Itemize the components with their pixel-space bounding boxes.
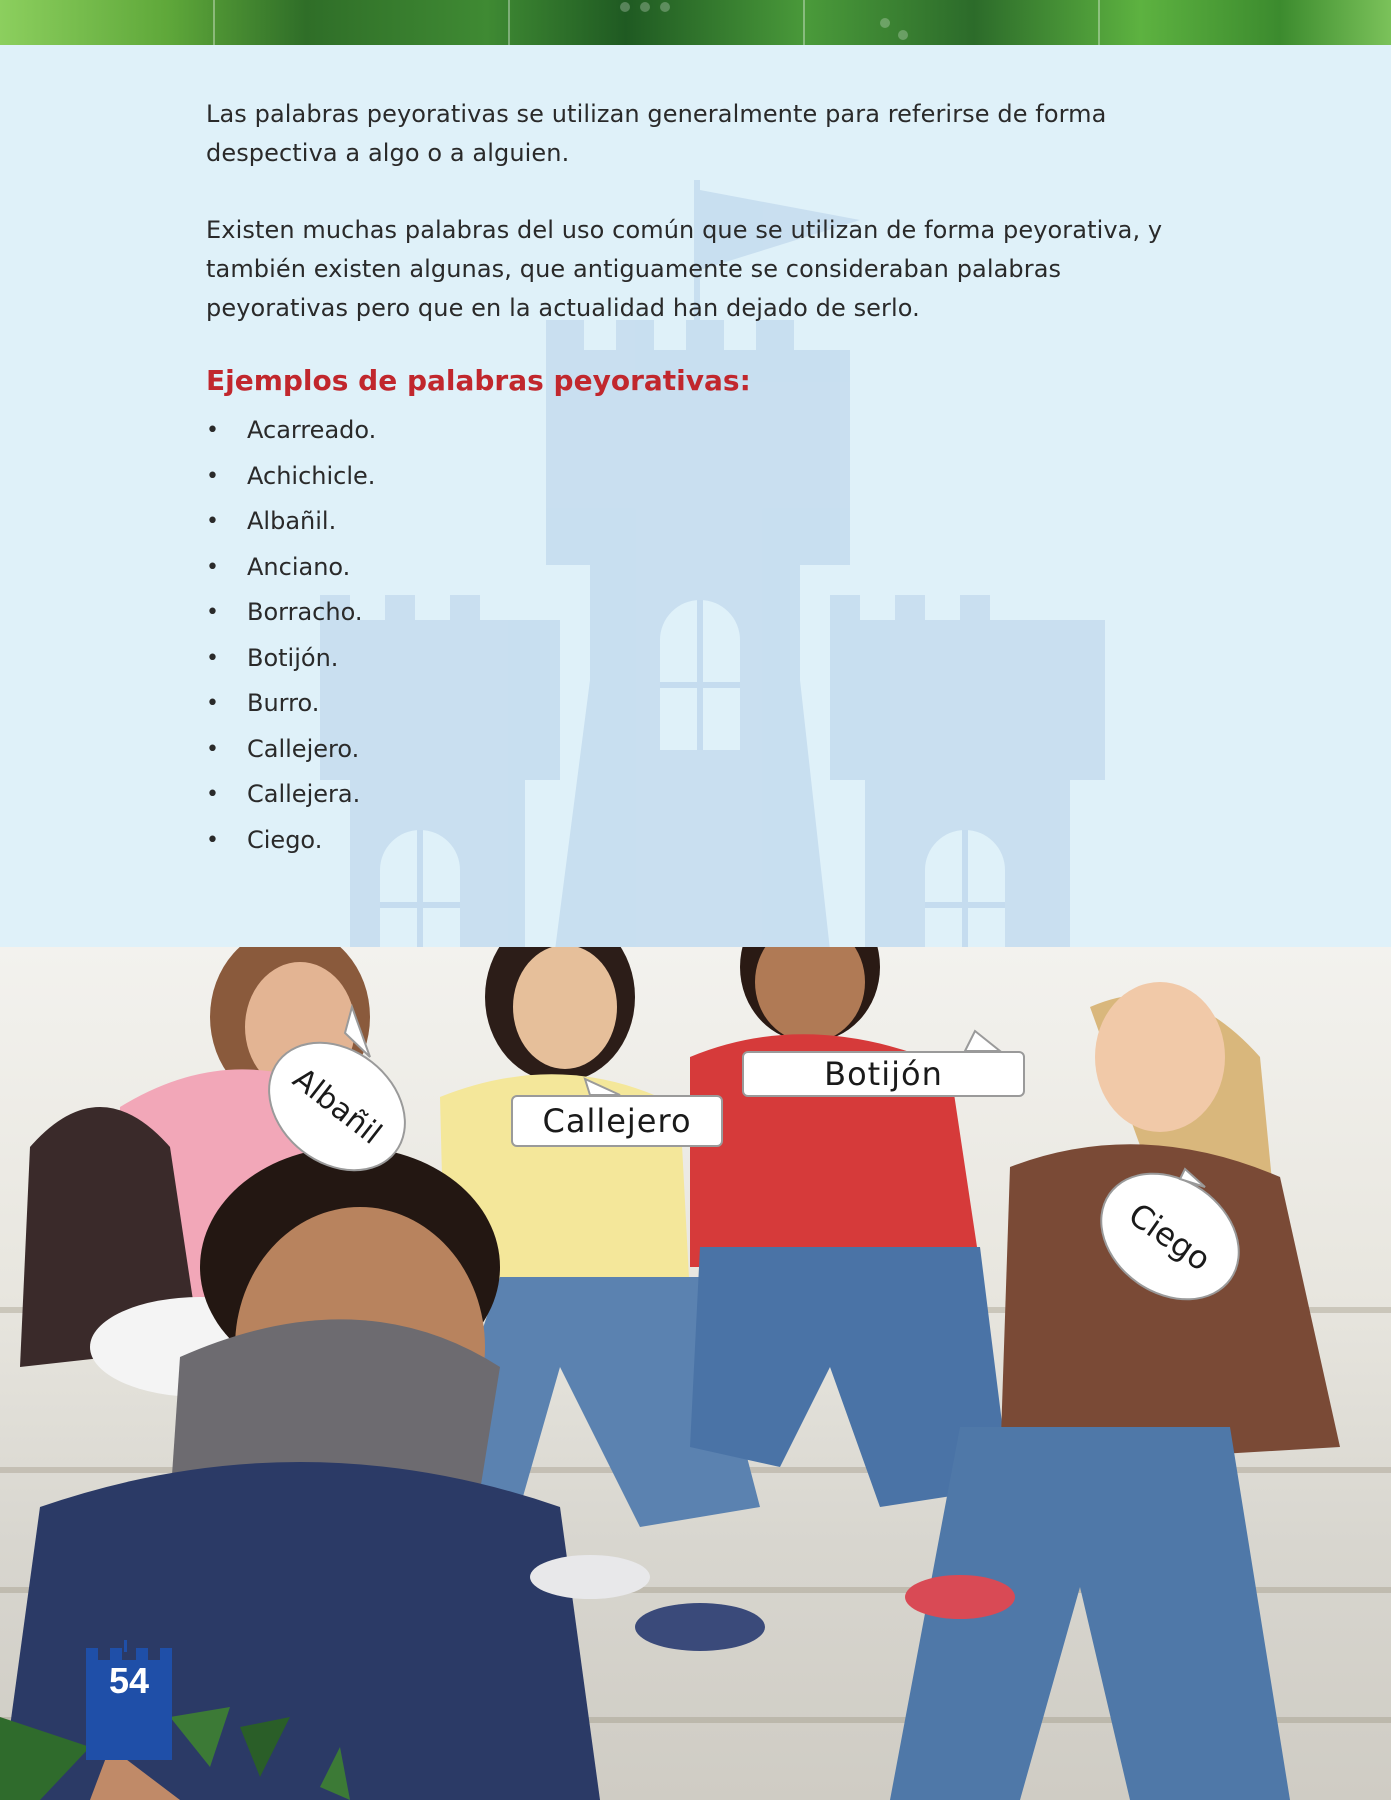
explanation-paragraph: Existen muchas palabras del uso común que se utilizan de forma peyorativa, y también existen algunas, que antiguamente se consideraban palabras peyorativas pero que en la actualidad han dejado de serlo. — [206, 216, 1163, 322]
list-item — [206, 590, 1206, 636]
banner-dot — [660, 2, 670, 12]
list-item — [206, 818, 1206, 864]
speech-bubble-callejero: Callejero — [511, 1095, 723, 1147]
examples-heading: Ejemplos de palabras peyorativas: — [206, 364, 751, 397]
students-photo — [0, 947, 1391, 1800]
bullet-icon: • — [206, 827, 219, 853]
bullet-icon: • — [206, 509, 219, 534]
list-item — [206, 636, 1206, 682]
banner-dot — [640, 2, 650, 12]
bullet-icon: • — [206, 418, 219, 443]
banner-segment — [0, 0, 215, 45]
list-item-text: Callejera. — [247, 780, 361, 808]
banner-dot — [898, 30, 908, 40]
students-illustration — [0, 947, 1391, 1800]
examples-list — [206, 408, 1206, 863]
list-item — [206, 408, 1206, 454]
banner-dot — [880, 18, 890, 28]
speech-bubble-botijon: Botijón — [742, 1051, 1025, 1097]
list-item — [206, 772, 1206, 818]
list-item-text: Borracho. — [247, 598, 363, 626]
list-item — [206, 727, 1206, 773]
bullet-icon: • — [206, 782, 219, 807]
speech-bubble-ciego: Ciego — [1076, 1146, 1265, 1326]
bullet-icon: • — [206, 691, 219, 716]
list-item-text: Acarreado. — [247, 416, 377, 444]
banner-dot — [620, 2, 630, 12]
banner-segment — [805, 0, 1100, 45]
list-item-text: Burro. — [247, 689, 320, 717]
top-banner — [0, 0, 1391, 45]
banner-segment — [215, 0, 510, 45]
page-number: 54 — [108, 1660, 150, 1701]
list-item-text: Ciego. — [247, 825, 323, 854]
text-content — [206, 95, 1206, 863]
list-item-text: Anciano. — [247, 552, 351, 581]
list-item-text: Albañil. — [247, 507, 337, 535]
bullet-icon: • — [206, 463, 219, 489]
banner-segment — [510, 0, 805, 45]
list-item — [206, 454, 1206, 500]
list-item — [206, 681, 1206, 727]
bullet-icon: • — [206, 736, 219, 762]
bullet-icon: • — [206, 600, 219, 625]
list-item — [206, 499, 1206, 545]
bullet-icon: • — [206, 645, 219, 671]
list-item — [206, 545, 1206, 591]
list-item-text: Callejero. — [247, 734, 360, 763]
bullet-icon: • — [206, 554, 219, 580]
intro-paragraph: Las palabras peyorativas se utilizan generalmente para referirse de forma despectiva a algo o a alguien. — [206, 100, 1107, 167]
list-item-text: Achichicle. — [247, 461, 376, 490]
speech-bubble-albanil: Albañil — [242, 1015, 431, 1198]
list-item-text: Botijón. — [247, 643, 339, 672]
